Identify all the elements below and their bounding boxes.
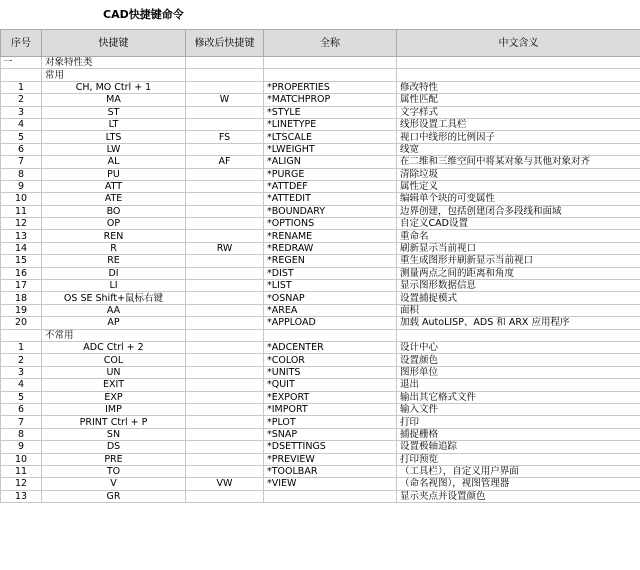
table-row bbox=[1, 118, 640, 130]
cell-number[interactable]: 2 bbox=[1, 354, 42, 366]
cell-chinese-meaning[interactable]: 输出其它格式文件 bbox=[397, 391, 640, 403]
cell-modified-shortcut[interactable] bbox=[186, 180, 264, 192]
table-row bbox=[1, 280, 640, 292]
cell-shortcut[interactable]: R bbox=[42, 242, 186, 254]
cell-modified-shortcut[interactable] bbox=[186, 118, 264, 130]
cell-chinese-meaning[interactable]: 视口中线形的比例因子 bbox=[397, 131, 640, 143]
cell-full-name[interactable]: *APPLOAD bbox=[264, 317, 397, 329]
cell-shortcut[interactable]: ADC Ctrl + 2 bbox=[42, 341, 186, 353]
cell-shortcut[interactable]: TO bbox=[42, 465, 186, 477]
column-header-full-name[interactable]: 全称 bbox=[264, 30, 397, 57]
cell-shortcut[interactable]: OS SE Shift+鼠标右键 bbox=[42, 292, 186, 304]
cell-full-name[interactable]: *UNITS bbox=[264, 366, 397, 378]
cell-number[interactable]: 13 bbox=[1, 230, 42, 242]
cell-number[interactable]: 17 bbox=[1, 280, 42, 292]
table-row bbox=[1, 242, 640, 254]
cell-chinese-meaning[interactable]: 边界创建，包括创建闭合多段线和面域 bbox=[397, 205, 640, 217]
cell-number[interactable]: 8 bbox=[1, 168, 42, 180]
cell-shortcut[interactable]: SN bbox=[42, 428, 186, 440]
cell-modified-shortcut[interactable] bbox=[186, 317, 264, 329]
cell-chinese-meaning[interactable]: 属性定义 bbox=[397, 180, 640, 192]
cell-chinese-meaning[interactable]: 图形单位 bbox=[397, 366, 640, 378]
cell-shortcut[interactable]: EXP bbox=[42, 391, 186, 403]
cell-chinese-meaning[interactable]: 设置极轴追踪 bbox=[397, 441, 640, 453]
cell-chinese-meaning[interactable] bbox=[397, 57, 640, 69]
cell-modified-shortcut[interactable] bbox=[186, 205, 264, 217]
table-row bbox=[1, 304, 640, 316]
table-row bbox=[1, 391, 640, 403]
cell-modified-shortcut[interactable] bbox=[186, 81, 264, 93]
cell-full-name[interactable] bbox=[264, 57, 397, 69]
cell-shortcut[interactable]: ATT bbox=[42, 180, 186, 192]
cell-full-name[interactable]: *ADCENTER bbox=[264, 341, 397, 353]
cell-chinese-meaning[interactable]: 刷新显示当前视口 bbox=[397, 242, 640, 254]
cell-shortcut[interactable]: AA bbox=[42, 304, 186, 316]
cell-number[interactable]: 11 bbox=[1, 205, 42, 217]
cell-chinese-meaning[interactable]: 设置捕捉模式 bbox=[397, 292, 640, 304]
cell-number[interactable] bbox=[1, 329, 42, 341]
table-row bbox=[1, 156, 640, 168]
cell-number[interactable]: 9 bbox=[1, 180, 42, 192]
cell-modified-shortcut[interactable] bbox=[186, 230, 264, 242]
cell-chinese-meaning[interactable]: 面积 bbox=[397, 304, 640, 316]
table-row bbox=[1, 267, 640, 279]
cell-modified-shortcut[interactable] bbox=[186, 441, 264, 453]
cell-full-name[interactable]: *ALIGN bbox=[264, 156, 397, 168]
table-row bbox=[1, 205, 640, 217]
cell-number[interactable]: 20 bbox=[1, 317, 42, 329]
column-header-chinese-meaning[interactable]: 中文含义 bbox=[397, 30, 640, 57]
cell-modified-shortcut[interactable] bbox=[186, 403, 264, 415]
cell-full-name[interactable]: *LWEIGHT bbox=[264, 143, 397, 155]
cell-chinese-meaning[interactable]: 清除垃圾 bbox=[397, 168, 640, 180]
cell-modified-shortcut[interactable] bbox=[186, 168, 264, 180]
cell-number[interactable]: 3 bbox=[1, 106, 42, 118]
cell-full-name[interactable]: *OPTIONS bbox=[264, 218, 397, 230]
cell-modified-shortcut[interactable] bbox=[186, 453, 264, 465]
cell-shortcut[interactable]: V bbox=[42, 478, 186, 490]
header-row bbox=[1, 30, 640, 57]
cell-full-name[interactable]: *LINETYPE bbox=[264, 118, 397, 130]
table-row bbox=[1, 465, 640, 477]
cell-modified-shortcut[interactable]: FS bbox=[186, 131, 264, 143]
cell-chinese-meaning[interactable]: 自定义CAD设置 bbox=[397, 218, 640, 230]
section-row bbox=[1, 69, 640, 81]
cell-number[interactable]: 1 bbox=[1, 341, 42, 353]
table-row bbox=[1, 341, 640, 353]
table-row bbox=[1, 403, 640, 415]
cell-modified-shortcut[interactable] bbox=[186, 106, 264, 118]
cell-number[interactable]: 16 bbox=[1, 267, 42, 279]
cell-full-name[interactable]: *VIEW bbox=[264, 478, 397, 490]
cell-chinese-meaning[interactable]: 设置颜色 bbox=[397, 354, 640, 366]
cell-shortcut[interactable]: IMP bbox=[42, 403, 186, 415]
cell-modified-shortcut[interactable]: AF bbox=[186, 156, 264, 168]
cell-full-name[interactable]: *MATCHPROP bbox=[264, 94, 397, 106]
cell-chinese-meaning[interactable]: 属性匹配 bbox=[397, 94, 640, 106]
cell-shortcut[interactable]: UN bbox=[42, 366, 186, 378]
shortcut-table bbox=[0, 29, 640, 503]
cell-full-name[interactable]: *SNAP bbox=[264, 428, 397, 440]
cell-modified-shortcut[interactable] bbox=[186, 354, 264, 366]
cell-full-name[interactable]: *STYLE bbox=[264, 106, 397, 118]
cell-shortcut[interactable]: BO bbox=[42, 205, 186, 217]
cell-full-name[interactable]: *ATTEDIT bbox=[264, 193, 397, 205]
table-row bbox=[1, 255, 640, 267]
cell-full-name[interactable]: *PLOT bbox=[264, 416, 397, 428]
cell-full-name[interactable]: *BOUNDARY bbox=[264, 205, 397, 217]
cell-shortcut[interactable]: PU bbox=[42, 168, 186, 180]
table-row bbox=[1, 168, 640, 180]
cell-number[interactable]: 5 bbox=[1, 391, 42, 403]
cell-shortcut[interactable]: PRINT Ctrl + P bbox=[42, 416, 186, 428]
cell-full-name[interactable]: *DSETTINGS bbox=[264, 441, 397, 453]
cell-number[interactable]: 13 bbox=[1, 490, 42, 502]
cell-number[interactable]: 5 bbox=[1, 131, 42, 143]
table-row bbox=[1, 180, 640, 192]
cell-chinese-meaning[interactable]: （命名视图），视图管理器 bbox=[397, 478, 640, 490]
cell-shortcut[interactable]: LT bbox=[42, 118, 186, 130]
cell-modified-shortcut[interactable] bbox=[186, 143, 264, 155]
cell-shortcut[interactable]: COL bbox=[42, 354, 186, 366]
cell-full-name[interactable]: *DIST bbox=[264, 267, 397, 279]
cell-chinese-meaning[interactable]: 重生成图形并刷新显示当前视口 bbox=[397, 255, 640, 267]
cell-shortcut[interactable]: DS bbox=[42, 441, 186, 453]
cell-number[interactable]: 6 bbox=[1, 403, 42, 415]
table-row bbox=[1, 416, 640, 428]
cell-chinese-meaning[interactable] bbox=[397, 69, 640, 81]
table-row bbox=[1, 193, 640, 205]
cell-shortcut[interactable]: GR bbox=[42, 490, 186, 502]
cell-number[interactable]: 7 bbox=[1, 156, 42, 168]
cell-full-name[interactable]: *QUIT bbox=[264, 379, 397, 391]
cell-number[interactable]: 15 bbox=[1, 255, 42, 267]
cell-full-name[interactable]: *ATTDEF bbox=[264, 180, 397, 192]
table-row bbox=[1, 441, 640, 453]
cell-shortcut[interactable]: RE bbox=[42, 255, 186, 267]
cell-shortcut[interactable]: AP bbox=[42, 317, 186, 329]
cell-number[interactable]: 4 bbox=[1, 118, 42, 130]
cell-full-name[interactable]: *LIST bbox=[264, 280, 397, 292]
cell-chinese-meaning[interactable]: 修改特性 bbox=[397, 81, 640, 93]
cell-modified-shortcut[interactable] bbox=[186, 428, 264, 440]
cell-chinese-meaning[interactable] bbox=[397, 329, 640, 341]
cell-chinese-meaning[interactable]: 线宽 bbox=[397, 143, 640, 155]
cell-modified-shortcut[interactable] bbox=[186, 341, 264, 353]
table-row bbox=[1, 106, 640, 118]
cell-chinese-meaning[interactable]: 显示夹点并设置颜色 bbox=[397, 490, 640, 502]
cell-shortcut[interactable]: OP bbox=[42, 218, 186, 230]
cell-number[interactable]: 18 bbox=[1, 292, 42, 304]
cell-chinese-meaning[interactable]: 重命名 bbox=[397, 230, 640, 242]
cell-modified-shortcut[interactable]: W bbox=[186, 94, 264, 106]
cell-number[interactable]: 14 bbox=[1, 242, 42, 254]
cell-shortcut[interactable]: CH, MO Ctrl + 1 bbox=[42, 81, 186, 93]
cell-chinese-meaning[interactable]: 在二维和三维空间中将某对象与其他对象对齐 bbox=[397, 156, 640, 168]
table-row bbox=[1, 317, 640, 329]
cell-shortcut[interactable]: 对象特性类 bbox=[42, 57, 186, 69]
cell-number[interactable]: 12 bbox=[1, 218, 42, 230]
cell-number[interactable]: 1 bbox=[1, 81, 42, 93]
cell-number[interactable]: 9 bbox=[1, 441, 42, 453]
cell-chinese-meaning[interactable]: 退出 bbox=[397, 379, 640, 391]
table-row bbox=[1, 490, 640, 502]
cell-number[interactable]: 一 bbox=[1, 57, 42, 69]
cell-modified-shortcut[interactable] bbox=[186, 416, 264, 428]
cell-number[interactable]: 12 bbox=[1, 478, 42, 490]
sheet-title-row bbox=[0, 0, 640, 29]
cell-modified-shortcut[interactable] bbox=[186, 490, 264, 502]
cell-full-name[interactable]: *REDRAW bbox=[264, 242, 397, 254]
cell-shortcut[interactable]: REN bbox=[42, 230, 186, 242]
cell-full-name[interactable]: *EXPORT bbox=[264, 391, 397, 403]
cell-chinese-meaning[interactable]: 打印 bbox=[397, 416, 640, 428]
cell-full-name[interactable] bbox=[264, 490, 397, 502]
cell-modified-shortcut[interactable] bbox=[186, 69, 264, 81]
cell-number[interactable]: 11 bbox=[1, 465, 42, 477]
table-row bbox=[1, 292, 640, 304]
cell-number[interactable]: 10 bbox=[1, 193, 42, 205]
cell-chinese-meaning[interactable]: 捕捉栅格 bbox=[397, 428, 640, 440]
table-row bbox=[1, 379, 640, 391]
cell-full-name[interactable]: *OSNAP bbox=[264, 292, 397, 304]
cell-modified-shortcut[interactable] bbox=[186, 255, 264, 267]
cell-modified-shortcut[interactable] bbox=[186, 292, 264, 304]
section-row bbox=[1, 329, 640, 341]
table-row bbox=[1, 428, 640, 440]
cell-modified-shortcut[interactable] bbox=[186, 218, 264, 230]
cell-full-name[interactable] bbox=[264, 69, 397, 81]
column-header-modified-shortcut[interactable]: 修改后快捷键 bbox=[186, 30, 264, 57]
table-row bbox=[1, 218, 640, 230]
cell-shortcut[interactable]: EXIT bbox=[42, 379, 186, 391]
cell-modified-shortcut[interactable] bbox=[186, 193, 264, 205]
cell-full-name[interactable]: *LTSCALE bbox=[264, 131, 397, 143]
table-row bbox=[1, 131, 640, 143]
cell-chinese-meaning[interactable]: 线形设置工具栏 bbox=[397, 118, 640, 130]
cell-shortcut[interactable]: AL bbox=[42, 156, 186, 168]
cell-modified-shortcut[interactable] bbox=[186, 391, 264, 403]
cell-number[interactable]: 4 bbox=[1, 379, 42, 391]
table-row bbox=[1, 478, 640, 490]
sheet-title: CAD快捷键命令 bbox=[103, 8, 184, 21]
cell-number[interactable]: 6 bbox=[1, 143, 42, 155]
cell-full-name[interactable]: *IMPORT bbox=[264, 403, 397, 415]
cell-chinese-meaning[interactable]: 显示图形数据信息 bbox=[397, 280, 640, 292]
cell-shortcut[interactable]: LW bbox=[42, 143, 186, 155]
cell-shortcut[interactable]: 不常用 bbox=[42, 329, 186, 341]
cell-full-name[interactable]: *TOOLBAR bbox=[264, 465, 397, 477]
cell-chinese-meaning[interactable]: 输入文件 bbox=[397, 403, 640, 415]
cell-chinese-meaning[interactable]: 打印预览 bbox=[397, 453, 640, 465]
column-header-number[interactable]: 序号 bbox=[1, 30, 42, 57]
cell-modified-shortcut[interactable] bbox=[186, 329, 264, 341]
cell-chinese-meaning[interactable]: 测量两点之间的距离和角度 bbox=[397, 267, 640, 279]
cell-modified-shortcut[interactable] bbox=[186, 280, 264, 292]
table-row bbox=[1, 94, 640, 106]
section-row bbox=[1, 57, 640, 69]
cell-full-name[interactable]: *RENAME bbox=[264, 230, 397, 242]
cell-chinese-meaning[interactable]: 编辑单个块的可变属性 bbox=[397, 193, 640, 205]
cell-number[interactable]: 19 bbox=[1, 304, 42, 316]
cell-number[interactable]: 10 bbox=[1, 453, 42, 465]
cell-shortcut[interactable]: LI bbox=[42, 280, 186, 292]
cell-full-name[interactable]: *COLOR bbox=[264, 354, 397, 366]
cell-full-name[interactable]: *PREVIEW bbox=[264, 453, 397, 465]
cell-modified-shortcut[interactable] bbox=[186, 465, 264, 477]
cell-chinese-meaning[interactable]: 加载 AutoLISP、ADS 和 ARX 应用程序 bbox=[397, 317, 640, 329]
cell-number[interactable]: 8 bbox=[1, 428, 42, 440]
cell-number[interactable]: 3 bbox=[1, 366, 42, 378]
table-body bbox=[1, 30, 640, 503]
cell-chinese-meaning[interactable]: 设计中心 bbox=[397, 341, 640, 353]
table-row bbox=[1, 143, 640, 155]
cell-modified-shortcut[interactable] bbox=[186, 379, 264, 391]
cell-full-name[interactable]: *REGEN bbox=[264, 255, 397, 267]
cell-modified-shortcut[interactable] bbox=[186, 366, 264, 378]
cell-modified-shortcut[interactable] bbox=[186, 57, 264, 69]
cell-shortcut[interactable]: LTS bbox=[42, 131, 186, 143]
cell-modified-shortcut[interactable]: VW bbox=[186, 478, 264, 490]
column-header-shortcut[interactable]: 快捷键 bbox=[42, 30, 186, 57]
cell-number[interactable]: 2 bbox=[1, 94, 42, 106]
cell-full-name[interactable] bbox=[264, 329, 397, 341]
cell-shortcut[interactable]: ST bbox=[42, 106, 186, 118]
cell-chinese-meaning[interactable]: 文字样式 bbox=[397, 106, 640, 118]
cell-number[interactable] bbox=[1, 69, 42, 81]
cell-shortcut[interactable]: MA bbox=[42, 94, 186, 106]
table-row bbox=[1, 230, 640, 242]
table-row bbox=[1, 354, 640, 366]
cell-full-name[interactable]: *PURGE bbox=[264, 168, 397, 180]
table-row bbox=[1, 453, 640, 465]
cell-shortcut[interactable]: 常用 bbox=[42, 69, 186, 81]
table-row bbox=[1, 81, 640, 93]
cell-modified-shortcut[interactable] bbox=[186, 304, 264, 316]
cell-shortcut[interactable]: PRE bbox=[42, 453, 186, 465]
cell-shortcut[interactable]: ATE bbox=[42, 193, 186, 205]
cell-modified-shortcut[interactable] bbox=[186, 267, 264, 279]
table-row bbox=[1, 366, 640, 378]
cell-full-name[interactable]: *AREA bbox=[264, 304, 397, 316]
cell-modified-shortcut[interactable]: RW bbox=[186, 242, 264, 254]
cell-shortcut[interactable]: DI bbox=[42, 267, 186, 279]
cell-number[interactable]: 7 bbox=[1, 416, 42, 428]
cell-chinese-meaning[interactable]: （工具栏），自定义用户界面 bbox=[397, 465, 640, 477]
cell-full-name[interactable]: *PROPERTIES bbox=[264, 81, 397, 93]
